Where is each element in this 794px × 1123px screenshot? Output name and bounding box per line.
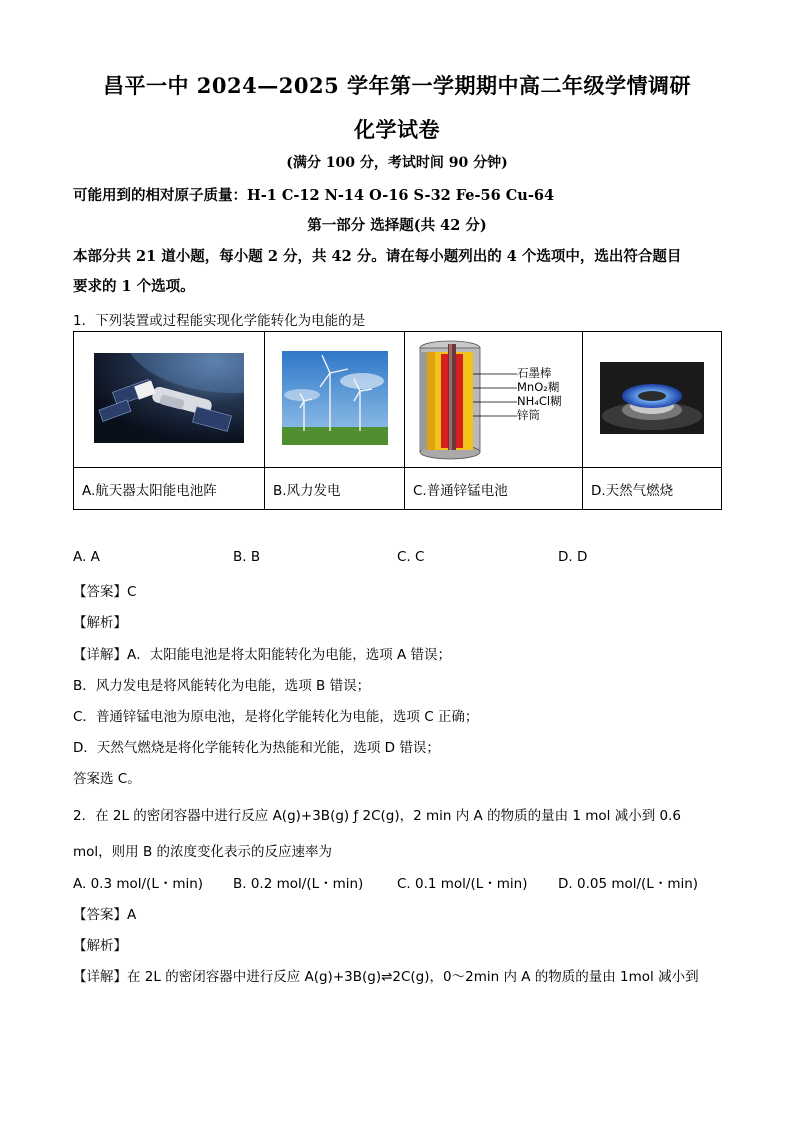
q2-detail-line: 【详解】在 2L 的密闭容器中进行反应 A(g)+3B(g)⇌2C(g)，0～2min 内 A 的物质的量由 1mol 减小到 [73,969,699,985]
q1-option-table [73,331,722,510]
q2-choice-b: B. 0.2 mol/(L・min) [233,876,364,892]
spacecraft-image [94,353,244,443]
q1-label-c: C.普通锌锰电池 [405,468,583,510]
q2-analysis-label: 【解析】 [73,938,127,954]
battery-label-mno2: MnO₂糊 [517,379,560,394]
wind-turbine-image [282,351,388,445]
q1-choice-a: A. A [73,549,100,565]
q1-detail-line: B．风力发电是将风能转化为电能，选项 B 错误； [73,678,371,694]
battery-label-nh4cl: NH₄Cl糊 [517,393,562,408]
subject-title: 化学试卷 [354,117,440,142]
battery-label-graphite: 石墨棒 [517,365,552,380]
q1-detail-line: C．普通锌锰电池为原电池，是将化学能转化为电能，选项 C 正确； [73,709,479,725]
atomic-masses: 可能用到的相对原子质量：H-1 C-12 N-14 O-16 S-32 Fe-56 Cu-64 [73,187,555,204]
q2-stem-line-1: 2．在 2L 的密闭容器中进行反应 A(g)+3B(g) ƒ 2C(g)，2 min 内 A 的物质的量由 1 mol 减小到 0.6 [73,808,681,824]
gas-burner-image [600,362,704,434]
q1-label-d: D.天然气燃烧 [583,468,722,510]
q2-choice-c: C. 0.1 mol/(L・min) [397,876,528,892]
q1-choice-d: D. D [558,549,588,565]
battery-leader-lines [473,338,523,462]
section-heading: 第一部分 选择题(共 42 分) [307,217,487,234]
exam-meta: (满分 100 分，考试时间 90 分钟) [286,155,508,171]
wind-turbine-image-cell [265,332,405,468]
q1-choice-c: C. C [397,549,425,565]
zinc-manganese-battery-cell [405,332,583,468]
instruction-line-1: 本部分共 21 道小题，每小题 2 分，共 42 分。请在每小题列出的 4 个选项中，选出符合题目 [73,248,682,265]
q1-label-a: A.航天器太阳能电池阵 [74,468,265,510]
q1-detail-line: D．天然气燃烧是将化学能转化为热能和光能，选项 D 错误； [73,740,440,756]
q1-analysis-label: 【解析】 [73,615,127,631]
q1-stem: 1．下列装置或过程能实现化学能转化为电能的是 [73,313,366,329]
q1-detail-line: 答案选 C。 [73,771,141,787]
q2-choice-a: A. 0.3 mol/(L・min) [73,876,204,892]
q2-answer: 【答案】A [73,907,137,923]
q2-choice-d: D. 0.05 mol/(L・min) [558,876,699,892]
battery-label-zinc: 锌筒 [517,407,540,422]
gas-burner-image-cell [583,332,722,468]
q1-answer: 【答案】C [73,584,137,600]
q1-label-b: B.风力发电 [265,468,405,510]
q2-stem-line-2: mol，则用 B 的浓度变化表示的反应速率为 [73,844,333,860]
exam-title: 昌平一中 2024—2025 学年第一学期期中高二年级学情调研 [102,73,691,98]
q1-choice-b: B. B [233,549,261,565]
instruction-line-2: 要求的 1 个选项。 [73,278,195,295]
q1-detail-line: 【详解】A．太阳能电池是将太阳能转化为电能，选项 A 错误； [73,647,452,663]
spacecraft-image-cell [74,332,265,468]
